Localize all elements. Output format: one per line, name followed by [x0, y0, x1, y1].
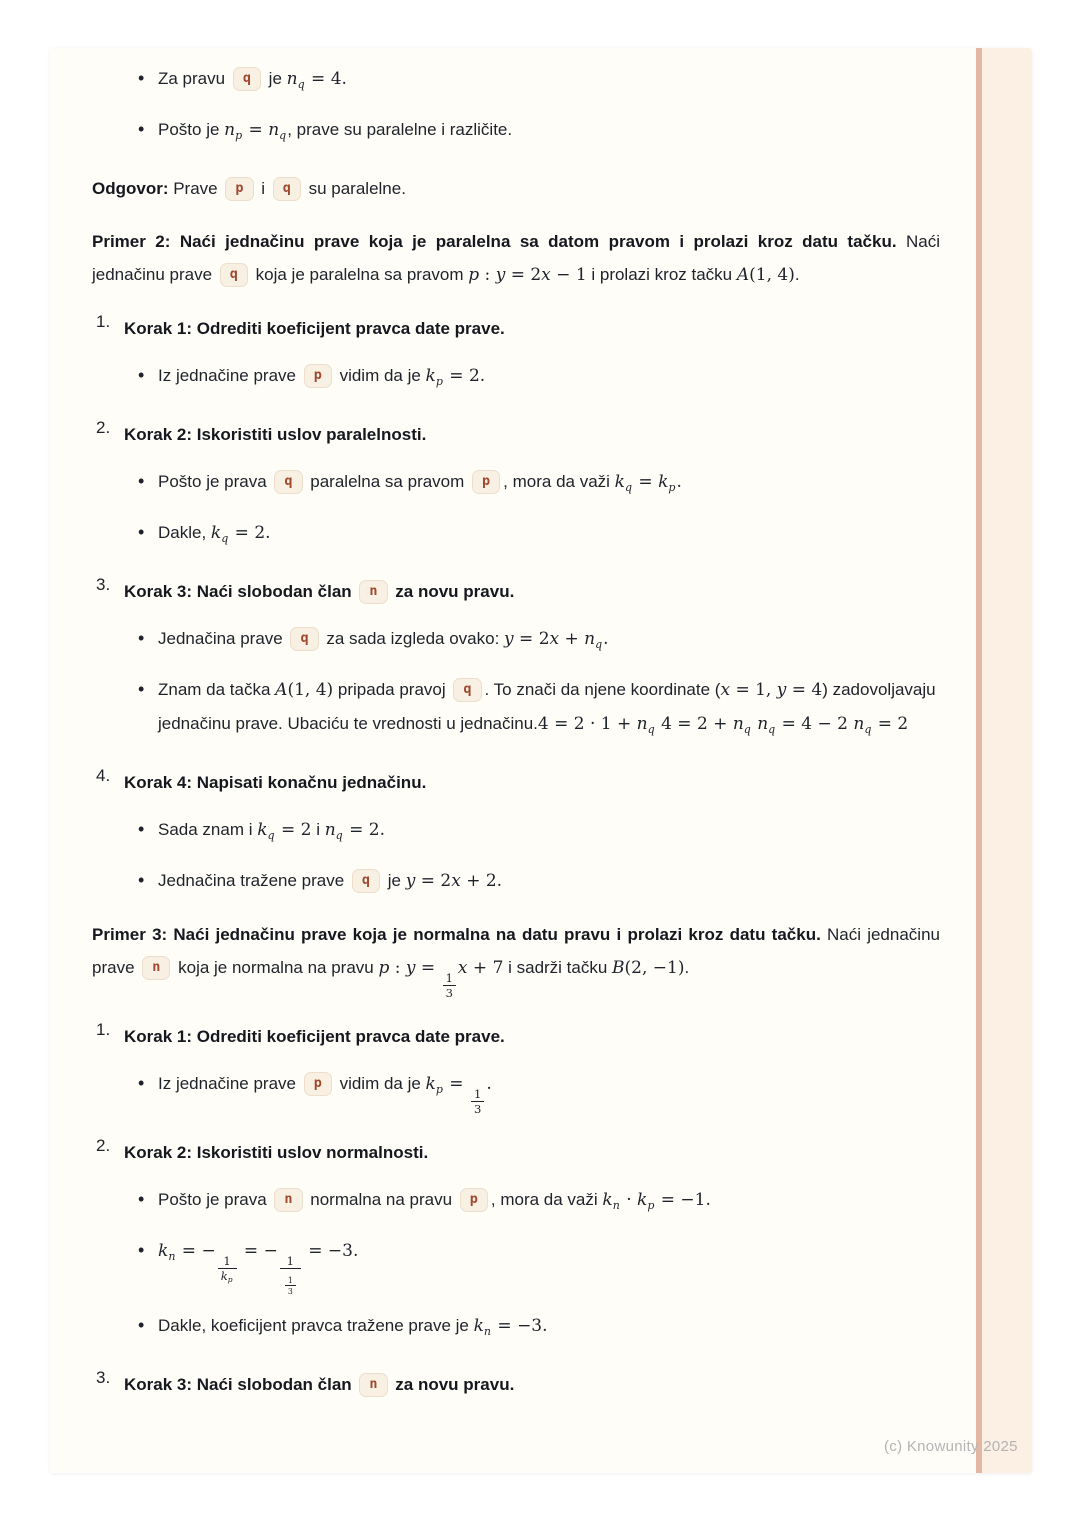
text-run: i: [311, 820, 325, 839]
text-run: pripada pravoj: [333, 680, 451, 699]
math-variable: k: [473, 1315, 484, 1336]
math-expression: [602, 1190, 711, 1213]
text-run: Naći jednačinu prave: [92, 925, 940, 977]
bullet-item: [138, 622, 940, 661]
math-subscript: p: [647, 1199, 655, 1213]
fraction: [218, 1255, 237, 1285]
math-subscript: p: [668, 481, 676, 494]
step-item: [92, 418, 940, 555]
bullet-item: [138, 1183, 940, 1222]
text-run: Iz jednačine prave: [158, 1074, 301, 1094]
fraction-denominator: [471, 1101, 484, 1116]
text-run: za sada izgleda ovako:: [321, 629, 505, 648]
math-text: = −3.: [302, 1241, 359, 1262]
math-subscript: p: [435, 1083, 443, 1097]
fraction-numerator: [220, 1255, 233, 1268]
math-variable: A: [736, 265, 750, 285]
math-expression: [287, 69, 347, 89]
inline-code-badge: p: [460, 1188, 488, 1212]
math-expression: [158, 1241, 359, 1297]
text-run: Dakle, koeficijent pravca tražene prave je: [158, 1315, 474, 1335]
math-text: =: [633, 472, 659, 492]
math-variable: A: [275, 680, 288, 700]
math-text: = 4: [786, 680, 823, 700]
math-expression: [224, 120, 287, 140]
math-subscript: n: [168, 1250, 176, 1264]
text-run: je: [383, 871, 406, 890]
step-item: [92, 312, 940, 398]
step-item: [92, 575, 940, 746]
math-variable: n: [584, 629, 596, 649]
math-variable: k: [614, 472, 625, 492]
math-variable: x: [457, 958, 468, 978]
page-edge-strip: [976, 48, 1032, 1473]
step-number: 1.: [96, 1020, 111, 1040]
text-run: Pošto je prava: [158, 472, 272, 491]
math-subscript: q: [647, 723, 655, 736]
step-number: 1.: [96, 312, 111, 331]
step-bullet-list: [138, 622, 940, 746]
bold-text: Primer 2: Naći jednačinu prave koja je paralelna sa datom pravom i prolazi kroz datu tačku.: [92, 232, 897, 251]
math-variable: y: [504, 629, 514, 649]
math-text: = 2: [505, 265, 542, 285]
math-text: = 2.: [443, 366, 486, 386]
math-variable: y: [405, 871, 416, 891]
text-run: . To znači da njene koordinate (: [484, 680, 721, 699]
text-run: ) zadovoljavaju jednačinu prave. Ubaciću te vrednosti u jednačinu.: [158, 680, 936, 733]
math-subscript: q: [279, 129, 287, 142]
math-variable: k: [220, 1268, 228, 1283]
math-text: = 2: [513, 629, 550, 649]
bullet-item: [138, 1067, 940, 1116]
inline-code-badge: n: [274, 1188, 302, 1212]
inline-code-badge: p: [304, 364, 332, 388]
math-text: = −3.: [492, 1315, 548, 1336]
math-text: 1: [445, 970, 453, 985]
math-variable: p: [468, 265, 480, 285]
math-text: =: [415, 958, 441, 978]
fraction-numerator: [285, 1276, 296, 1285]
math-text: 3: [287, 1287, 293, 1297]
math-text: =: [443, 1074, 469, 1095]
math-variable: k: [210, 523, 222, 543]
step-title: [124, 1368, 940, 1401]
math-text: = 1,: [730, 680, 777, 700]
math-subscript: q: [335, 829, 343, 842]
bold-text: Korak 4: Napisati konačnu jednačinu.: [124, 773, 427, 792]
math-text: 3: [473, 1101, 482, 1116]
bold-text: Korak 3: Naći slobodan član: [124, 582, 357, 601]
math-subscript: n: [612, 1199, 620, 1213]
text-run: Iz jednačine prave: [158, 366, 301, 385]
text-run: Naći jednačinu prave: [92, 232, 940, 284]
math-variable: n: [268, 120, 280, 140]
math-text: .: [676, 472, 682, 492]
step-title: [124, 575, 940, 608]
step-number: 2.: [96, 1136, 111, 1156]
math-text: = 4.: [305, 69, 347, 89]
math-text: = 2: [415, 871, 452, 891]
math-variable: y: [776, 680, 787, 700]
math-text: = 2: [275, 820, 312, 840]
math-text: :: [479, 265, 496, 285]
math-text: = 4 − 2: [776, 714, 854, 734]
math-expression: [257, 820, 311, 840]
math-variable: n: [853, 714, 865, 734]
inline-code-badge: p: [225, 177, 253, 201]
text-run: i prolazi kroz tačku: [586, 265, 737, 284]
inline-code-badge: q: [273, 177, 301, 201]
fraction-denominator: [218, 1268, 237, 1285]
text-run: i sadrži tačku: [503, 958, 613, 977]
math-expression: [468, 265, 586, 285]
bold-text: Primer 3: Naći jednačinu prave koja je normalna na datu pravu i prolazi kroz datu tačku.: [92, 925, 821, 944]
text-run: Jednačina prave: [158, 629, 288, 648]
paragraph: [92, 172, 940, 205]
step-bullet-list: [138, 1183, 940, 1347]
math-variable: k: [158, 1241, 169, 1262]
math-text: = −1.: [655, 1190, 711, 1211]
inline-code-badge: q: [453, 678, 481, 702]
math-subscript: q: [768, 723, 776, 736]
text-run: .: [794, 265, 800, 284]
bold-text: Korak 3: Naći slobodan član: [124, 1374, 357, 1394]
math-text: (1, 4): [749, 265, 795, 285]
inline-code-badge: n: [359, 1373, 387, 1397]
math-expression: [615, 472, 682, 492]
math-variable: k: [637, 1190, 648, 1211]
step-bullet-list: [138, 813, 940, 898]
step-bullet-list: [138, 465, 940, 555]
math-text: = −: [176, 1241, 216, 1262]
step-item: [92, 1368, 940, 1401]
math-text: = 2.: [343, 820, 385, 840]
step-title: [124, 1020, 940, 1053]
bullet-item: [138, 864, 940, 898]
text-run: koja je paralelna sa pravom: [250, 265, 469, 284]
math-subscript: q: [267, 829, 275, 842]
bullet-item: [138, 1309, 940, 1348]
math-variable: x: [451, 871, 461, 891]
math-text: = −: [238, 1241, 278, 1262]
math-text: 4 = 2 +: [655, 714, 733, 734]
inline-code-badge: q: [220, 263, 248, 287]
math-variable: n: [324, 820, 336, 840]
math-expression: [612, 958, 684, 978]
math-expression: [720, 680, 822, 700]
step-item: [92, 1020, 940, 1116]
math-expression: [378, 958, 504, 1000]
math-subscript: p: [227, 1274, 233, 1284]
math-expression: [737, 265, 795, 285]
text-run: Prave: [168, 179, 223, 198]
math-variable: x: [549, 629, 560, 649]
fraction-numerator: [471, 1088, 484, 1101]
fraction-denominator: [285, 1285, 296, 1296]
fraction: [280, 1255, 301, 1297]
math-text: (1, 4): [287, 680, 334, 700]
text-run: Znam da tačka: [158, 680, 276, 699]
math-text: − 1: [550, 265, 587, 285]
step-number: 2.: [96, 418, 111, 437]
bold-text: za novu pravu.: [390, 1374, 515, 1394]
fraction: [443, 972, 456, 1001]
bold-text: Korak 2: Iskoristiti uslov paralelnosti.: [124, 425, 427, 444]
math-expression: [211, 523, 271, 543]
step-number: 3.: [96, 575, 111, 594]
math-variable: n: [636, 714, 648, 734]
math-expression: [474, 1316, 548, 1336]
text-run: koja je normalna na pravu: [173, 958, 379, 977]
math-text: +: [559, 629, 585, 649]
math-variable: B: [612, 958, 625, 978]
math-text: .: [603, 629, 609, 649]
math-expression: [406, 871, 502, 891]
inline-code-badge: n: [359, 580, 387, 604]
bullet-item: [138, 359, 940, 398]
math-variable: x: [720, 680, 731, 700]
step-item: [92, 1136, 940, 1347]
text-run: vidim da je: [334, 1074, 426, 1094]
math-variable: k: [658, 472, 669, 492]
math-variable: k: [602, 1190, 613, 1211]
math-text: =: [243, 120, 269, 140]
step-bullet-list: [138, 359, 940, 398]
fraction-denominator: [280, 1268, 301, 1297]
step-title: [124, 418, 940, 451]
step-title: [124, 312, 940, 345]
math-subscript: p: [235, 129, 243, 142]
text-run: paralelna sa pravom: [305, 472, 470, 491]
bold-text: Korak 1: Odrediti koeficijent pravca date prave.: [124, 1027, 505, 1047]
math-subscript: q: [864, 723, 872, 736]
step-number: 4.: [96, 766, 111, 785]
inline-code-badge: p: [472, 470, 500, 494]
fraction-numerator: [284, 1255, 297, 1268]
math-expression: [504, 629, 609, 649]
text-run: .: [684, 958, 690, 977]
math-text: 1: [223, 1253, 231, 1268]
math-variable: k: [257, 820, 268, 840]
math-variable: k: [425, 366, 436, 386]
text-run: Za pravu: [158, 69, 230, 88]
math-subscript: n: [483, 1324, 492, 1338]
math-text: = 2: [872, 714, 909, 734]
watermark: (c) Knowunity 2025: [884, 1438, 1018, 1455]
math-variable: k: [425, 1074, 436, 1095]
step-list: [92, 1020, 940, 1400]
math-text: 3: [445, 985, 453, 1000]
math-variable: y: [495, 265, 506, 285]
text-run: Jednačina tražene prave: [158, 871, 349, 890]
inline-code-badge: n: [142, 956, 170, 980]
math-subscript: q: [743, 723, 751, 736]
fraction-numerator: [443, 972, 456, 985]
text-run: Pošto je: [158, 120, 225, 139]
text-run: , prave su paralelne i različite.: [287, 120, 513, 139]
math-expression: [275, 680, 333, 700]
math-expression: [425, 1074, 492, 1116]
step-title: [124, 1136, 940, 1169]
step-item: [92, 766, 940, 898]
text-run: Dakle,: [158, 523, 211, 542]
math-subscript: q: [595, 638, 603, 651]
bold-text: Odgovor:: [92, 179, 169, 198]
math-subscript: q: [624, 481, 633, 494]
bullet-item: [138, 465, 940, 504]
bold-text: Korak 2: Iskoristiti uslov normalnosti.: [124, 1143, 429, 1163]
math-variable: p: [378, 958, 390, 978]
paragraph: [92, 225, 940, 292]
inline-code-badge: p: [304, 1072, 332, 1096]
document-content: [92, 62, 940, 1401]
math-variable: n: [732, 714, 744, 734]
bullet-item: [138, 1234, 940, 1296]
math-text: 1: [286, 1253, 294, 1268]
math-text: ·: [620, 1190, 638, 1211]
bullet-item: [138, 673, 940, 746]
step-list: [92, 312, 940, 898]
bold-text: Korak 1: Odrediti koeficijent pravca date prave.: [124, 319, 505, 338]
bullet-item: [138, 516, 940, 555]
paragraph: [92, 918, 940, 1000]
step-title: [124, 766, 940, 799]
text-run: i: [256, 179, 270, 198]
bullet-item: [138, 813, 940, 852]
bold-text: za novu pravu.: [390, 582, 515, 601]
math-text: + 7: [467, 958, 504, 978]
math-expression: [538, 714, 908, 734]
text-run: vidim da je: [334, 366, 426, 385]
inline-code-badge: q: [290, 627, 318, 651]
math-subscript: q: [221, 532, 229, 545]
math-variable: n: [224, 120, 236, 140]
fraction: [471, 1088, 484, 1117]
math-subscript: p: [435, 375, 443, 388]
bullet-list: [138, 62, 940, 152]
text-run: je: [263, 69, 287, 88]
math-expression: [325, 820, 385, 840]
text-run: , mora da važi: [503, 472, 615, 491]
text-run: normalna na pravu: [305, 1190, 457, 1210]
math-subscript: q: [297, 78, 305, 91]
text-run: su paralelne.: [303, 179, 406, 198]
document-page: [50, 48, 1032, 1473]
math-text: (2, −1): [624, 958, 685, 978]
math-expression: [426, 366, 486, 386]
math-variable: n: [757, 714, 769, 734]
fraction: [285, 1276, 296, 1296]
fraction-denominator: [443, 985, 456, 1000]
math-text: :: [389, 958, 406, 978]
text-run: Pošto je prava: [158, 1190, 272, 1210]
bullet-item: [138, 62, 940, 101]
bullet-item: [138, 113, 940, 152]
math-text: .: [486, 1074, 492, 1095]
math-text: + 2.: [460, 871, 503, 891]
inline-code-badge: q: [233, 67, 261, 91]
inline-code-badge: q: [274, 470, 302, 494]
step-number: 3.: [96, 1367, 111, 1387]
text-run: Sada znam i: [158, 820, 258, 839]
math-variable: x: [541, 265, 551, 285]
math-text: 4 = 2 · 1 +: [537, 714, 637, 734]
math-text: = 2.: [229, 523, 271, 543]
step-bullet-list: [138, 1067, 940, 1116]
math-variable: n: [286, 69, 298, 89]
math-text: 1: [473, 1086, 482, 1101]
text-run: , mora da važi: [490, 1190, 603, 1210]
math-variable: y: [405, 958, 416, 978]
math-text: 1: [287, 1276, 293, 1286]
inline-code-badge: q: [352, 869, 380, 893]
